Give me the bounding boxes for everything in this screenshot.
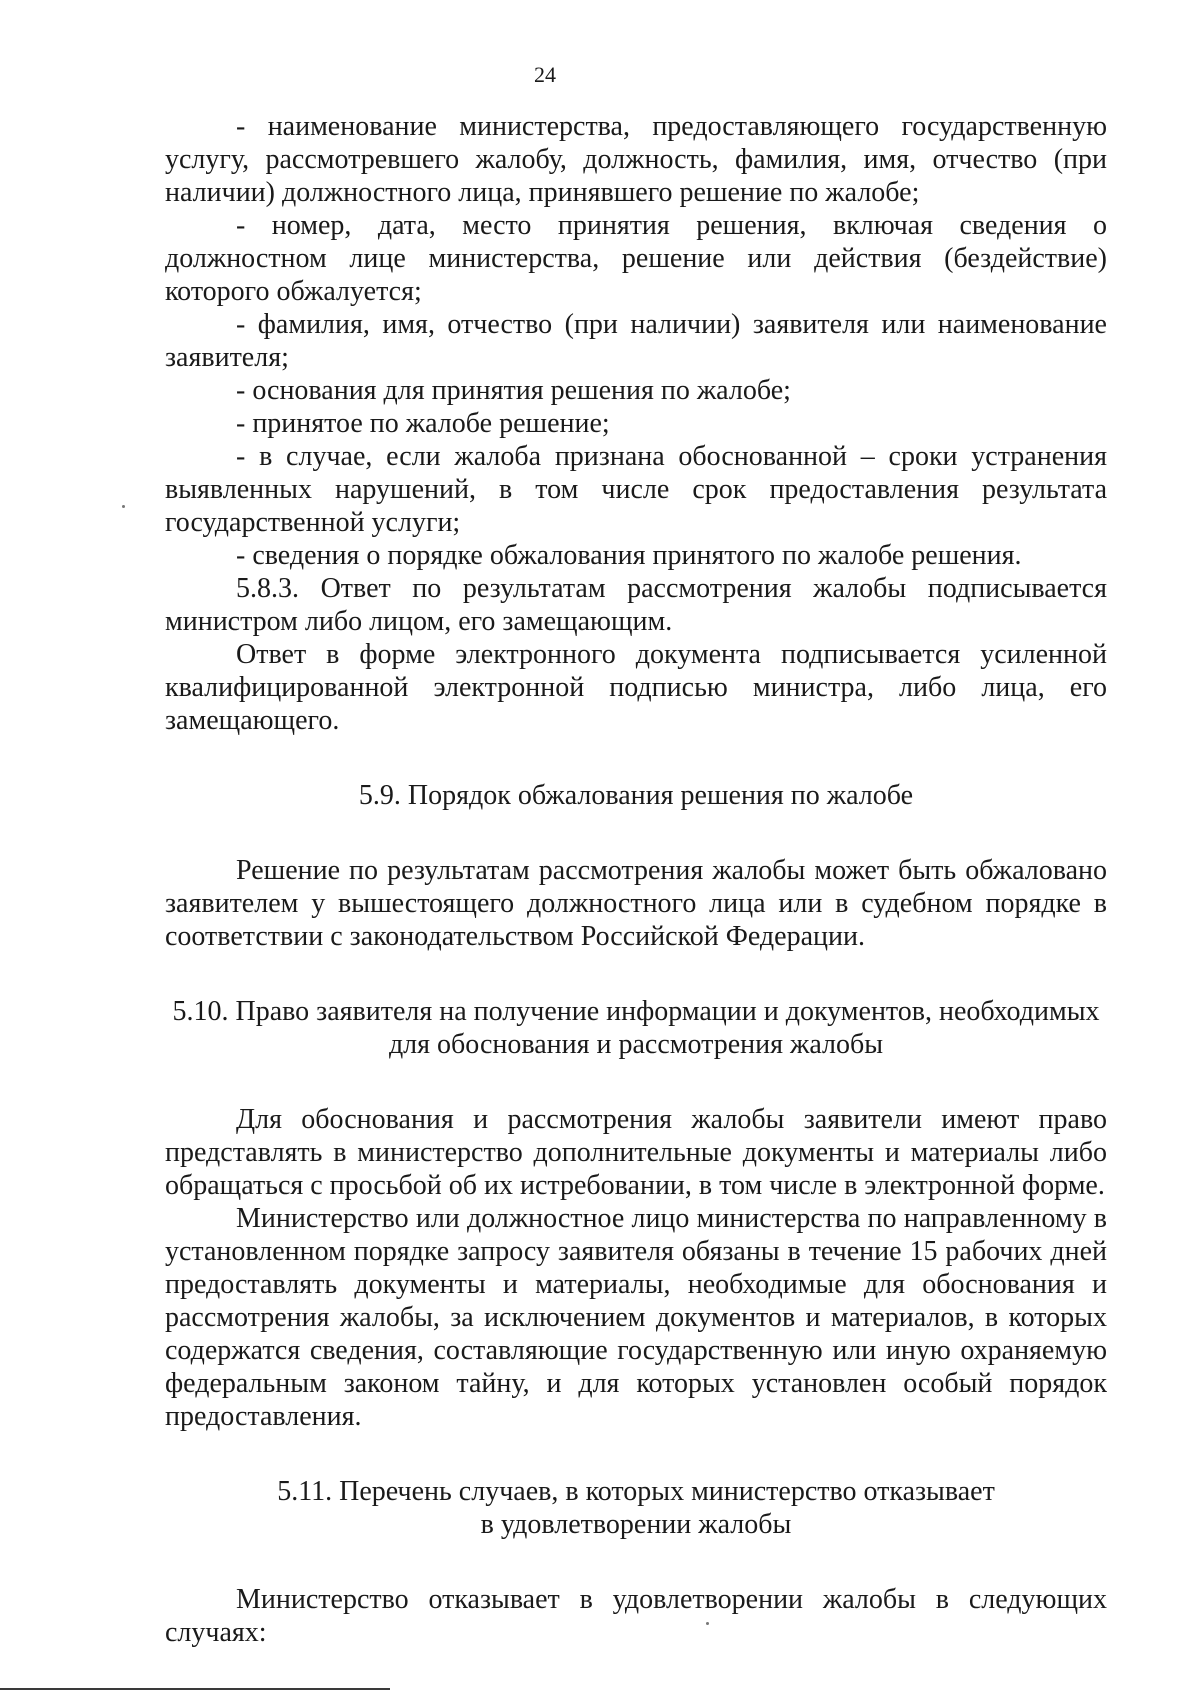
section-heading-5-10 bbox=[165, 995, 1107, 1061]
section-heading-5-9: 5.9. Порядок обжалования решения по жалобе bbox=[358, 780, 914, 811]
list-item-decision: - принятое по жалобе решение; bbox=[236, 408, 610, 439]
document-body bbox=[165, 110, 1107, 1649]
scan-edge-line bbox=[0, 1688, 390, 1690]
list-item-applicant-name: - фамилия, имя, отчество (при наличии) заявителя или наименование заявителя; bbox=[165, 309, 1107, 373]
clause-5-8-3: 5.8.3. Ответ по результатам рассмотрения жалобы подписывается министром либо лицом, его замещающим. bbox=[165, 573, 1107, 637]
section-heading-5-11-line1: 5.11. Перечень случаев, в которых министерство отказывает bbox=[277, 1476, 995, 1507]
section-5-10-paragraph-2: Министерство или должностное лицо министерства по направленному в установленном порядке запросу заявителя обязаны в течение 15 рабочих дней предоставлять документы и материалы, необходимые для обоснования и рассмотрения жалобы, за исключением документов и материалов, в которых содержатся сведения, составляющие государственную или иную охраняемую федеральным законом тайну, и для которых установлен особый порядок предоставления. bbox=[165, 1203, 1107, 1432]
page-number: 24 bbox=[534, 62, 556, 87]
section-5-10-paragraph-1: Для обоснования и рассмотрения жалобы заявители имеют право представлять в министерство дополнительные документы и материалы либо обращаться с просьбой об их истребовании, в том числе в электронной форме. bbox=[165, 1104, 1107, 1201]
section-5-9-paragraph: Решение по результатам рассмотрения жалобы может быть обжаловано заявителем у вышестоящего должностного лица или в судебном порядке в соответствии с законодательством Российской Федерации. bbox=[165, 855, 1107, 952]
scan-speck bbox=[122, 505, 125, 508]
scan-speck bbox=[706, 1622, 709, 1625]
paragraph-electronic-signature: Ответ в форме электронного документа подписывается усиленной квалифицированной электронной подписью министра, либо лица, его замещающего. bbox=[165, 639, 1107, 736]
list-item-decision-number: - номер, дата, место принятия решения, включая сведения о должностном лице министерства, решение или действия (бездействие) которого обжалуется; bbox=[165, 210, 1107, 307]
list-item-ministry-name: - наименование министерства, предоставляющего государственную услугу, рассмотревшего жалобу, должность, фамилия, имя, отчество (при наличии) должностного лица, принявшего решение по жалобе; bbox=[165, 111, 1107, 208]
section-heading-5-10-line1: 5.10. Право заявителя на получение информации и документов, необходимых bbox=[172, 996, 1100, 1027]
list-item-appeal-procedure: - сведения о порядке обжалования принятого по жалобе решения. bbox=[236, 540, 1022, 571]
section-heading-5-10-line2: для обоснования и рассмотрения жалобы bbox=[388, 1029, 884, 1060]
list-item-grounds: - основания для принятия решения по жалобе; bbox=[236, 375, 791, 406]
list-item-deadlines: - в случае, если жалоба признана обоснованной – сроки устранения выявленных нарушений, в том числе срок предоставления результата государственной услуги; bbox=[165, 441, 1107, 538]
section-heading-5-11 bbox=[165, 1475, 1107, 1541]
section-heading-5-11-line2: в удовлетворении жалобы bbox=[480, 1509, 792, 1540]
section-5-11-paragraph: Министерство отказывает в удовлетворении жалобы в следующих случаях: bbox=[165, 1584, 1107, 1648]
